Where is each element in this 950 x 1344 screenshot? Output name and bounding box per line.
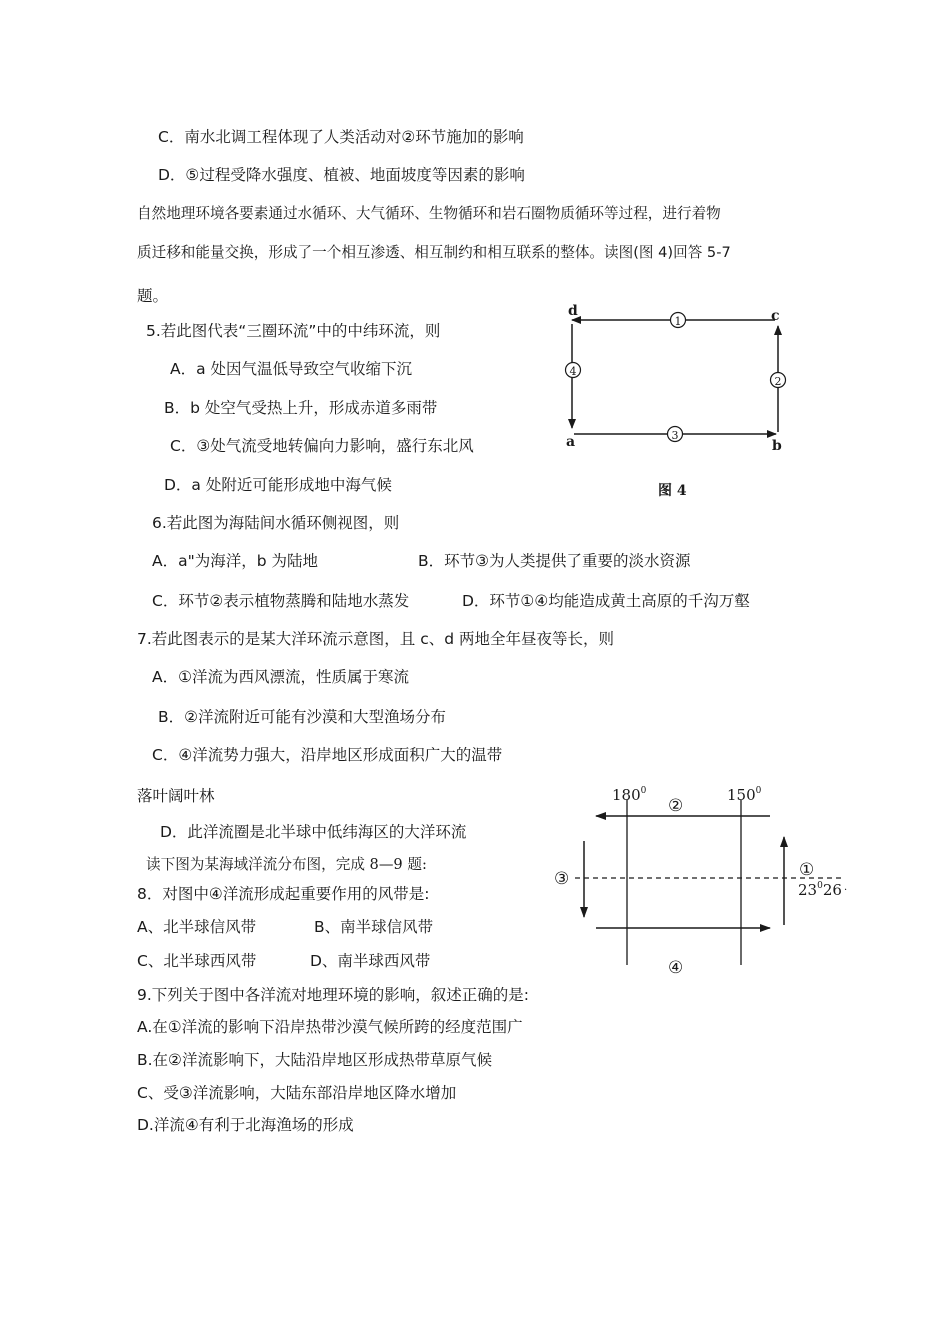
intro-questions-8-9: 读下图为某海域洋流分布图，完成 8—9 题: <box>146 856 427 873</box>
current-1-label: ① <box>799 860 815 880</box>
corner-d-label: d <box>568 303 578 319</box>
question-9-option-d: D.洋流④有利于北海渔场的形成 <box>137 1116 354 1134</box>
option-d-line: D．⑤过程受降水强度、植被、地面坡度等因素的影响 <box>158 166 525 184</box>
question-8-option-d: D、南半球西风带 <box>310 952 431 970</box>
ocean-current-diagram <box>550 775 860 985</box>
question-6-option-c: C．环节②表示植物蒸腾和陆地水蒸发 <box>152 592 410 610</box>
corner-a-label: a <box>566 434 576 450</box>
label-1-top: 1 <box>674 315 682 328</box>
question-5-option-c: C．③处气流受地转偏向力影响，盛行东北风 <box>170 437 474 455</box>
question-5: 5.若此图代表“三圈环流”中的中纬环流，则 <box>146 322 441 340</box>
question-8-option-a: A、北半球信风带 <box>137 918 257 936</box>
current-4-label: ④ <box>668 958 684 978</box>
current-3-label: ③ <box>554 869 570 889</box>
option-c-line: C．南水北调工程体现了人类活动对②环节施加的影响 <box>158 128 524 146</box>
question-9-option-c: C、受③洋流影响，大陆东部沿岸地区降水增加 <box>137 1084 457 1102</box>
question-5-option-b: B．b 处空气受热上升，形成赤道多雨带 <box>164 399 438 417</box>
latitude-tick-mark: · <box>844 885 848 896</box>
question-8: 8．对图中④洋流形成起重要作用的风带是: <box>137 885 430 903</box>
label-4-left: 4 <box>569 365 577 378</box>
figure-4-circulation-diagram <box>560 300 800 505</box>
question-8-option-b: B、南半球信风带 <box>314 918 434 936</box>
question-6-option-b: B．环节③为人类提供了重要的淡水资源 <box>418 552 691 570</box>
intro-line-3: 题。 <box>137 287 169 305</box>
corner-b-label: b <box>772 438 782 454</box>
question-6-option-d: D．环节①④均能造成黄土高原的千沟万壑 <box>462 592 750 610</box>
corner-c-label: c <box>771 308 780 324</box>
label-2-right: 2 <box>774 375 782 388</box>
question-6-option-a: A．a"为海洋，b 为陆地 <box>152 552 318 570</box>
question-8-option-c: C、北半球西风带 <box>137 952 257 970</box>
question-7-option-d: D．此洋流圈是北半球中低纬海区的大洋环流 <box>160 823 467 841</box>
latitude-label: $23^026$ <box>798 881 842 899</box>
question-6: 6.若此图为海陆间水循环侧视图，则 <box>152 514 400 532</box>
longitude-150-label: $150^0$ <box>727 786 762 804</box>
question-7-option-a: A．①洋流为西风漂流，性质属于寒流 <box>152 668 409 686</box>
question-9-option-b: B.在②洋流影响下，大陆沿岸地区形成热带草原气候 <box>137 1051 492 1069</box>
intro-line-1: 自然地理环境各要素通过水循环、大气循环、生物循环和岩石圈物质循环等过程，进行着物 <box>137 205 721 222</box>
question-7-option-c: C．④洋流势力强大，沿岸地区形成面积广大的温带 <box>152 746 503 764</box>
intro-line-2: 质迁移和能量交换，形成了一个相互渗透、相互制约和相互联系的整体。读图(图 4)回答 5-7 <box>137 244 731 261</box>
question-5-option-a: A．a 处因气温低导致空气收缩下沉 <box>170 360 413 378</box>
longitude-180-label: $180^0$ <box>612 786 647 804</box>
question-7-option-b: B．②洋流附近可能有沙漠和大型渔场分布 <box>158 708 447 726</box>
question-7: 7.若此图表示的是某大洋环流示意图，且 c、d 两地全年昼夜等长，则 <box>137 630 615 648</box>
label-3-bottom: 3 <box>671 429 679 442</box>
question-9: 9.下列关于图中各洋流对地理环境的影响，叙述正确的是: <box>137 986 530 1004</box>
question-7-option-c-continued: 落叶阔叶林 <box>137 787 215 805</box>
question-5-option-d: D．a 处附近可能形成地中海气候 <box>164 476 392 494</box>
question-9-option-a: A.在①洋流的影响下沿岸热带沙漠气候所跨的经度范围广 <box>137 1018 523 1036</box>
figure-4-caption: 图 4 <box>658 483 687 499</box>
current-2-label: ② <box>668 796 684 816</box>
